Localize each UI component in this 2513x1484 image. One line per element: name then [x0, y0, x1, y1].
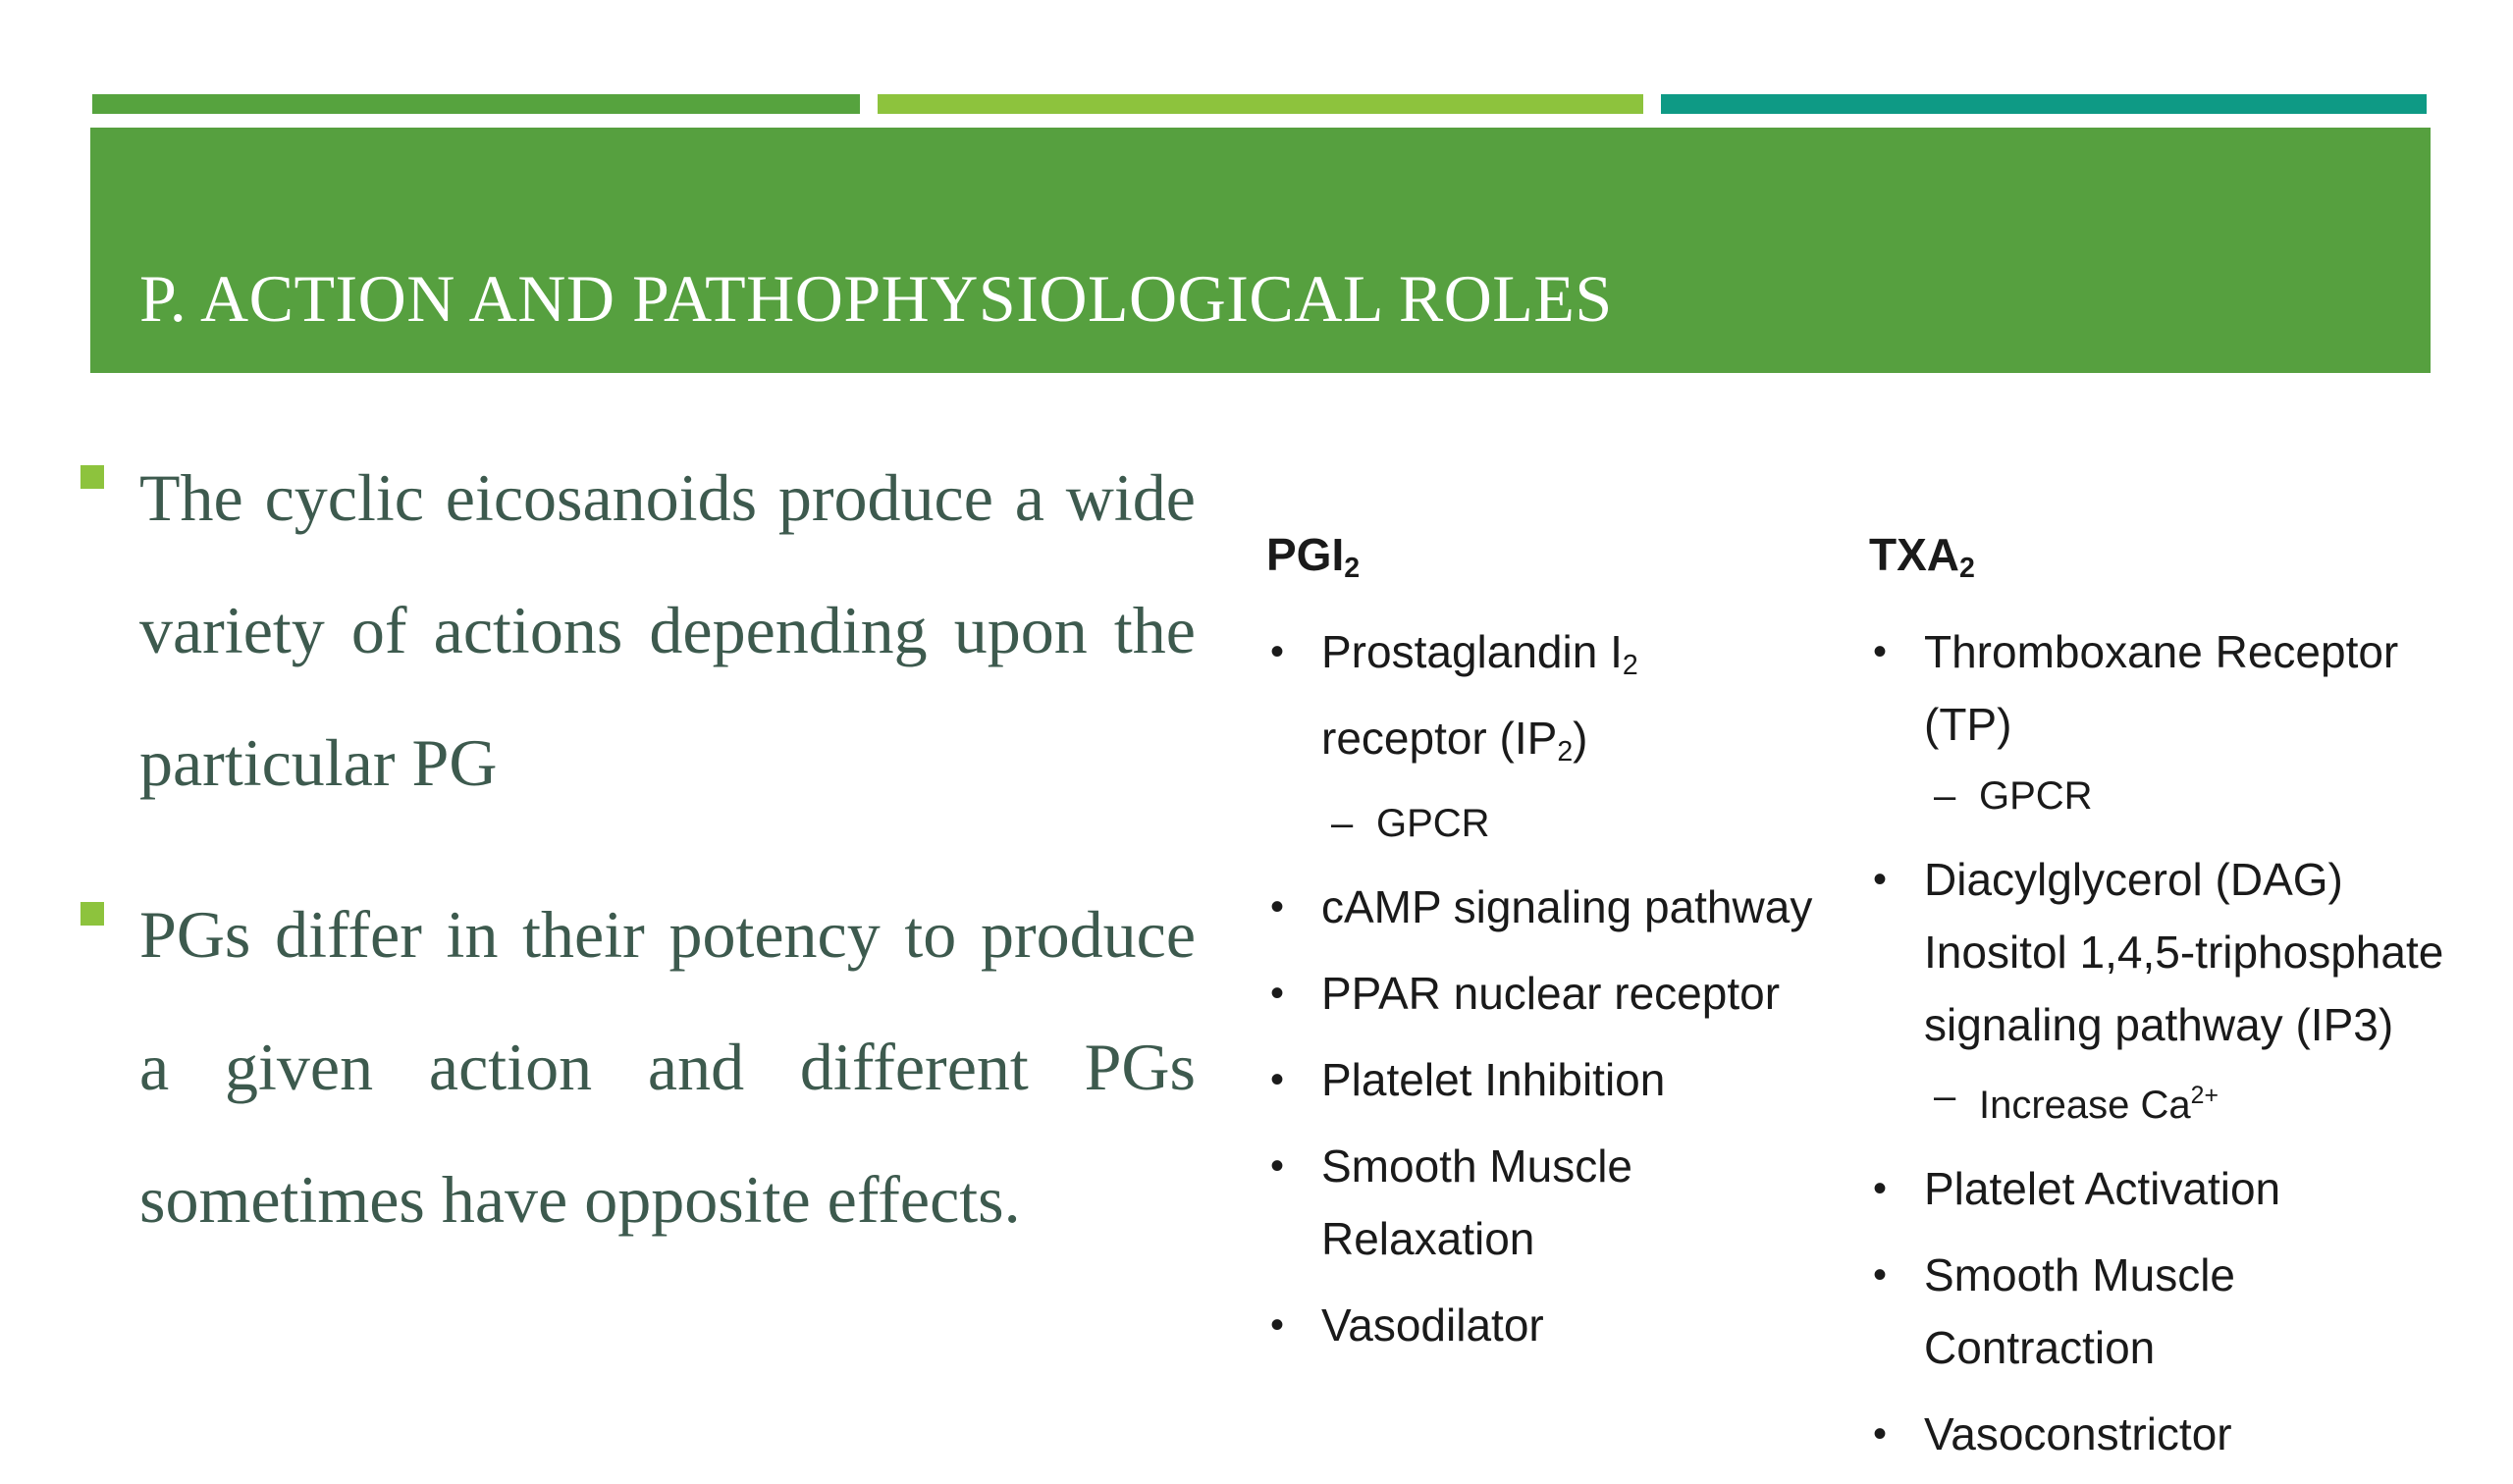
- bullet-icon: •: [1270, 1058, 1285, 1102]
- sub-list-item: – Increase $Ca^{2+}$: [1869, 1067, 2458, 1135]
- bullet-icon: •: [1873, 1253, 1888, 1297]
- pgi2-column: [1266, 525, 1816, 1375]
- bullet-icon: •: [1270, 630, 1285, 674]
- list-item: • Vasoconstrictor: [1869, 1398, 2458, 1470]
- square-bullet-icon: [80, 465, 104, 489]
- paragraph-1: [80, 432, 1196, 829]
- txa2-column: [1869, 525, 2458, 1484]
- list-item: • Platelet Inhibition: [1266, 1043, 1816, 1116]
- list-item: • PPAR nuclear receptor: [1266, 957, 1816, 1030]
- pgi2-heading: $PGI_2$: [1266, 529, 1361, 585]
- list-item: • Prostaglandin $I_2$ receptor $(IP_2)$: [1266, 615, 1816, 788]
- sub-list-item: – GPCR: [1266, 794, 1816, 853]
- list-item: • Smooth Muscle Contraction: [1869, 1239, 2458, 1384]
- bullet-icon: •: [1270, 1303, 1285, 1348]
- square-bullet-icon: [80, 902, 104, 926]
- title-band: [90, 128, 2431, 373]
- bullet-icon: •: [1873, 1412, 1888, 1456]
- txa2-heading: $TXA_2$: [1869, 529, 1975, 585]
- list-item: • Platelet Activation: [1869, 1152, 2458, 1225]
- slide-title: P. ACTION AND PATHOPHYSIOLOGICAL ROLES: [139, 261, 1613, 336]
- list-item: • Diacylglycerol (DAG) Inositol 1,4,5-triphosphate signaling pathway (IP3): [1869, 843, 2458, 1061]
- list-item: • Smooth Muscle Relaxation: [1266, 1130, 1816, 1275]
- bullet-icon: •: [1270, 885, 1285, 929]
- accent-bar-teal: [1661, 94, 2427, 114]
- left-text-column: [80, 432, 1196, 1305]
- bullet-icon: •: [1873, 1167, 1888, 1210]
- paragraph-text: PGs differ in their potency to produce a given action and different PGs sometimes have opposite effects.: [139, 897, 1196, 1237]
- dash-icon: –: [1934, 774, 1956, 819]
- bullet-icon: •: [1270, 972, 1285, 1016]
- bullet-icon: •: [1873, 630, 1888, 674]
- dash-icon: –: [1934, 1075, 1956, 1119]
- paragraph-text: The cyclic eicosanoids produce a wide variety of actions depending upon the particular PG: [139, 460, 1196, 800]
- accent-bar-lime: [878, 94, 1643, 114]
- sub-list-item: – GPCR: [1869, 767, 2458, 825]
- list-item: • Vasodilator: [1266, 1289, 1816, 1361]
- dash-icon: –: [1331, 802, 1354, 846]
- txa2-list: [1869, 615, 2458, 1470]
- bullet-icon: •: [1873, 858, 1888, 902]
- paragraph-2: [80, 869, 1196, 1266]
- list-item: • Thromboxane Receptor (TP): [1869, 615, 2458, 761]
- accent-bar-green: [92, 94, 860, 114]
- pgi2-list: [1266, 615, 1816, 1361]
- bullet-icon: •: [1270, 1144, 1285, 1189]
- list-item: • cAMP signaling pathway: [1266, 871, 1816, 943]
